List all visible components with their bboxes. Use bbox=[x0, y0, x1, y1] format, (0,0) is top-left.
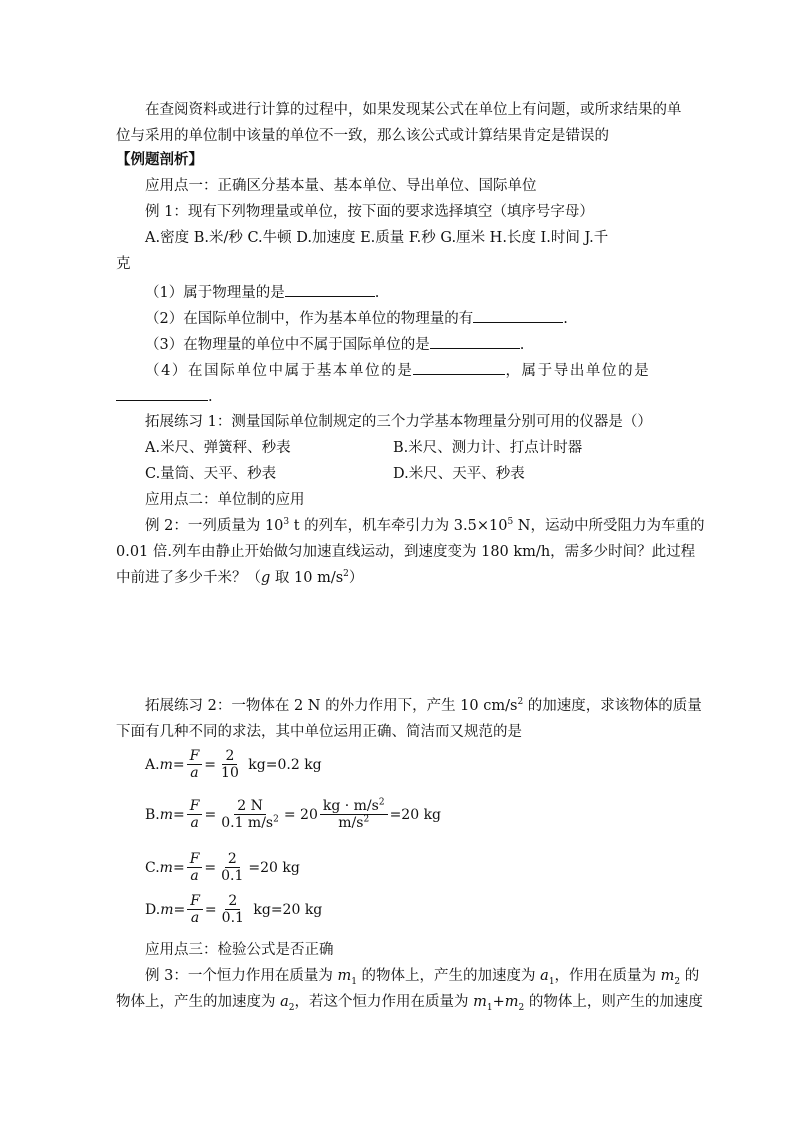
opt-b-eq: = bbox=[173, 806, 185, 823]
ex3-a2-sub: 2 bbox=[288, 1002, 295, 1013]
frac-den: 0.1 bbox=[221, 868, 244, 884]
practice-2-option-a bbox=[145, 748, 322, 781]
q2-end: . bbox=[563, 311, 568, 327]
frac-num: 2 bbox=[222, 748, 237, 765]
opt-b-label: B. bbox=[145, 806, 160, 823]
example-1-options: A.密度 B.米/秒 C.牛顿 D.加速度 E.质量 F.秒 G.厘米 H.长度 I.时间 J.千 bbox=[145, 230, 609, 246]
ex3-text-a: 例 3：一个恒力作用在质量为 bbox=[145, 968, 338, 984]
frac-den: 10 bbox=[221, 765, 239, 781]
example-1-q2 bbox=[145, 308, 568, 329]
point-2-heading: 应用点二：单位制的应用 bbox=[145, 492, 305, 508]
ex3-m2b: m bbox=[504, 994, 519, 1010]
practice-2-line-1 bbox=[145, 696, 702, 716]
p2-text-b: 的加速度，求该物体的质量 bbox=[523, 698, 702, 714]
ex2-text-a: 例 2：一列质量为 10 bbox=[145, 518, 284, 534]
practice-2-option-b bbox=[145, 798, 441, 831]
ex3-m2b-sub: 2 bbox=[518, 1002, 525, 1013]
point-1-heading: 应用点一：正确区分基本量、基本单位、导出单位、国际单位 bbox=[145, 178, 537, 194]
practice-1-option-b: B.米尺、测力计、打点计时器 bbox=[393, 440, 583, 456]
ex2-text-b: t 的列车，机车牵引力为 3.5×10 bbox=[289, 518, 508, 534]
example-1-options-cont: 克 bbox=[116, 256, 131, 272]
opt-d-eq: = bbox=[173, 901, 186, 918]
opt-d-frac-fa bbox=[187, 893, 203, 926]
q4-blank-1[interactable] bbox=[413, 360, 505, 375]
example-1-stem: 例 1：现有下列物理量或单位，按下面的要求选择填空（填序号字母） bbox=[145, 204, 594, 220]
example-1-q4-cont bbox=[116, 386, 213, 407]
ex3-m1b-sub: 1 bbox=[486, 1002, 493, 1013]
ex2-g: g bbox=[261, 570, 271, 586]
opt-d-var: m bbox=[160, 901, 174, 918]
practice-1-option-a: A.米尺、弹簧秤、秒表 bbox=[145, 440, 291, 456]
opt-a-frac-fa bbox=[187, 748, 203, 781]
num2-text: kg · m/s bbox=[322, 798, 379, 814]
opt-d-tail: kg=20 kg bbox=[248, 901, 323, 918]
opt-c-tail: =20 kg bbox=[248, 859, 300, 876]
q3-blank[interactable] bbox=[430, 334, 520, 349]
ex3-m1b: m bbox=[473, 994, 487, 1010]
frac-num: F bbox=[187, 748, 203, 765]
ex2-text-e: 取 10 m/s bbox=[270, 570, 344, 586]
ex3-text-d: 的 bbox=[680, 968, 700, 984]
frac-num: 2 N bbox=[234, 798, 266, 815]
point-3-heading: 应用点三：检验公式是否正确 bbox=[145, 942, 334, 958]
practice-1-option-d: D.米尺、天平、秒表 bbox=[393, 466, 525, 482]
example-2-line-1 bbox=[145, 516, 705, 536]
opt-a-var: m bbox=[159, 756, 173, 773]
ex3-plus: + bbox=[492, 994, 505, 1010]
ex3-m1-sub: 1 bbox=[351, 976, 357, 987]
opt-c-var: m bbox=[159, 859, 173, 876]
frac-den: a bbox=[190, 765, 199, 781]
den-sup: 2 bbox=[273, 814, 279, 825]
opt-c-label: C. bbox=[145, 859, 160, 876]
opt-c-eq2: = bbox=[204, 859, 217, 876]
p2-text-a: 拓展练习 2：一物体在 2 N 的外力作用下，产生 10 cm/s bbox=[145, 698, 518, 714]
opt-b-var: m bbox=[159, 806, 174, 823]
intro-line-1: 在查阅资料或进行计算的过程中，如果发现某公式在单位上有问题，或所求结果的单 bbox=[145, 102, 682, 118]
q1-end: . bbox=[374, 285, 380, 301]
frac-num: F bbox=[187, 893, 203, 910]
ex2-text-d: 中前进了多少千米？（ bbox=[116, 570, 261, 586]
opt-a-frac-value bbox=[218, 748, 242, 781]
intro-line-2: 位与采用的单位制中该量的单位不一致，那么该公式或计算结果肯定是错误的 bbox=[116, 128, 609, 144]
opt-a-eq2: = bbox=[204, 756, 217, 773]
opt-b-frac-fa bbox=[187, 798, 203, 831]
example-1-q3 bbox=[145, 334, 524, 355]
opt-d-eq2: = bbox=[204, 901, 217, 918]
q3-text: （3）在物理量的单位中不属于国际单位的是 bbox=[145, 337, 430, 353]
ex3-m1: m bbox=[337, 968, 352, 984]
ex3-a2: a bbox=[280, 994, 289, 1010]
frac-num bbox=[320, 798, 388, 815]
q4-end: . bbox=[208, 389, 213, 405]
opt-b-frac-value bbox=[218, 798, 282, 831]
num2-sup: 2 bbox=[378, 797, 385, 808]
q1-blank[interactable] bbox=[285, 282, 375, 297]
frac-den: a bbox=[190, 815, 199, 831]
frac-num: F bbox=[187, 798, 203, 815]
section-title: 【例题剖析】 bbox=[116, 151, 203, 168]
ex3-a1-sub: 1 bbox=[548, 976, 555, 987]
den2-text: m/s bbox=[338, 815, 364, 831]
opt-d-label: D. bbox=[145, 901, 161, 918]
frac-num: 2 bbox=[225, 893, 240, 910]
q3-end: . bbox=[519, 337, 525, 353]
frac-den: a bbox=[190, 868, 199, 884]
q2-text: （2）在国际单位制中，作为基本单位的物理量的有 bbox=[145, 311, 474, 327]
ex2-text-f: ） bbox=[348, 570, 364, 586]
den2-sup: 2 bbox=[363, 814, 370, 825]
frac-num: 2 bbox=[225, 851, 240, 868]
example-2-line-2: 0.01 倍.列车由静止开始做匀加速直线运动，到速度变为 180 km/h，需多少时间？此过程 bbox=[116, 544, 696, 560]
opt-b-tail: =20 kg bbox=[389, 806, 442, 823]
ex3-a1: a bbox=[540, 968, 549, 984]
practice-1-stem: 拓展练习 1：测量国际单位制规定的三个力学基本物理量分别可用的仪器是（） bbox=[145, 414, 652, 430]
ex2-text-c: N，运动中所受阻力为车重的 bbox=[513, 518, 705, 534]
den-text: 0.1 m/s bbox=[221, 815, 274, 831]
q1-text: （1）属于物理量的是 bbox=[145, 285, 285, 301]
example-3-line-2 bbox=[116, 992, 703, 1012]
frac-den bbox=[335, 815, 372, 831]
example-1-q4 bbox=[145, 360, 650, 381]
opt-a-tail: kg=0.2 kg bbox=[243, 756, 322, 773]
ex3-m2: m bbox=[660, 968, 675, 984]
p2-sup: 2 bbox=[517, 697, 524, 708]
q4-text-a: （4）在国际单位中属于基本单位的是 bbox=[145, 363, 414, 379]
opt-a-label: A. bbox=[145, 756, 160, 773]
ex3-m2-sub: 2 bbox=[674, 976, 681, 987]
example-1-q1 bbox=[145, 282, 379, 303]
q4-text-b: ，属于导出单位的是 bbox=[505, 363, 651, 379]
opt-b-mid: = 20 bbox=[283, 806, 318, 823]
ex2-sup-1: 3 bbox=[283, 517, 290, 528]
practice-2-option-d bbox=[145, 893, 322, 926]
opt-b-frac-units bbox=[320, 798, 388, 831]
opt-c-frac-value bbox=[218, 851, 246, 884]
opt-a-eq: = bbox=[172, 756, 185, 773]
example-2-line-3 bbox=[116, 568, 363, 588]
q4-blank-2[interactable] bbox=[116, 386, 208, 401]
ex3-text-c: ，作用在质量为 bbox=[554, 968, 661, 984]
ex3-text-g: 的物体上，则产生的加速度 bbox=[524, 994, 703, 1010]
opt-c-eq: = bbox=[172, 859, 185, 876]
practice-2-line-2: 下面有几种不同的求法，其中单位运用正确、简洁而又规范的是 bbox=[116, 724, 522, 740]
frac-num: F bbox=[187, 851, 203, 868]
frac-den bbox=[218, 815, 282, 831]
frac-den: 0.1 bbox=[221, 910, 244, 926]
opt-c-frac-fa bbox=[187, 851, 203, 884]
ex3-text-e: 物体上，产生的加速度为 bbox=[116, 994, 281, 1010]
example-3-line-1 bbox=[145, 966, 699, 986]
frac-den: a bbox=[190, 910, 200, 926]
opt-d-frac-value bbox=[219, 893, 247, 926]
ex3-text-b: 的物体上，产生的加速度为 bbox=[356, 968, 541, 984]
q2-blank[interactable] bbox=[473, 308, 563, 323]
opt-b-eq2: = bbox=[204, 806, 217, 823]
ex3-text-f: ，若这个恒力作用在质量为 bbox=[294, 994, 474, 1010]
practice-2-option-c bbox=[145, 851, 300, 884]
ex2-sup-2: 5 bbox=[507, 517, 514, 528]
ex2-sup-3: 2 bbox=[343, 569, 349, 580]
practice-1-option-c: C.量筒、天平、秒表 bbox=[145, 466, 277, 482]
